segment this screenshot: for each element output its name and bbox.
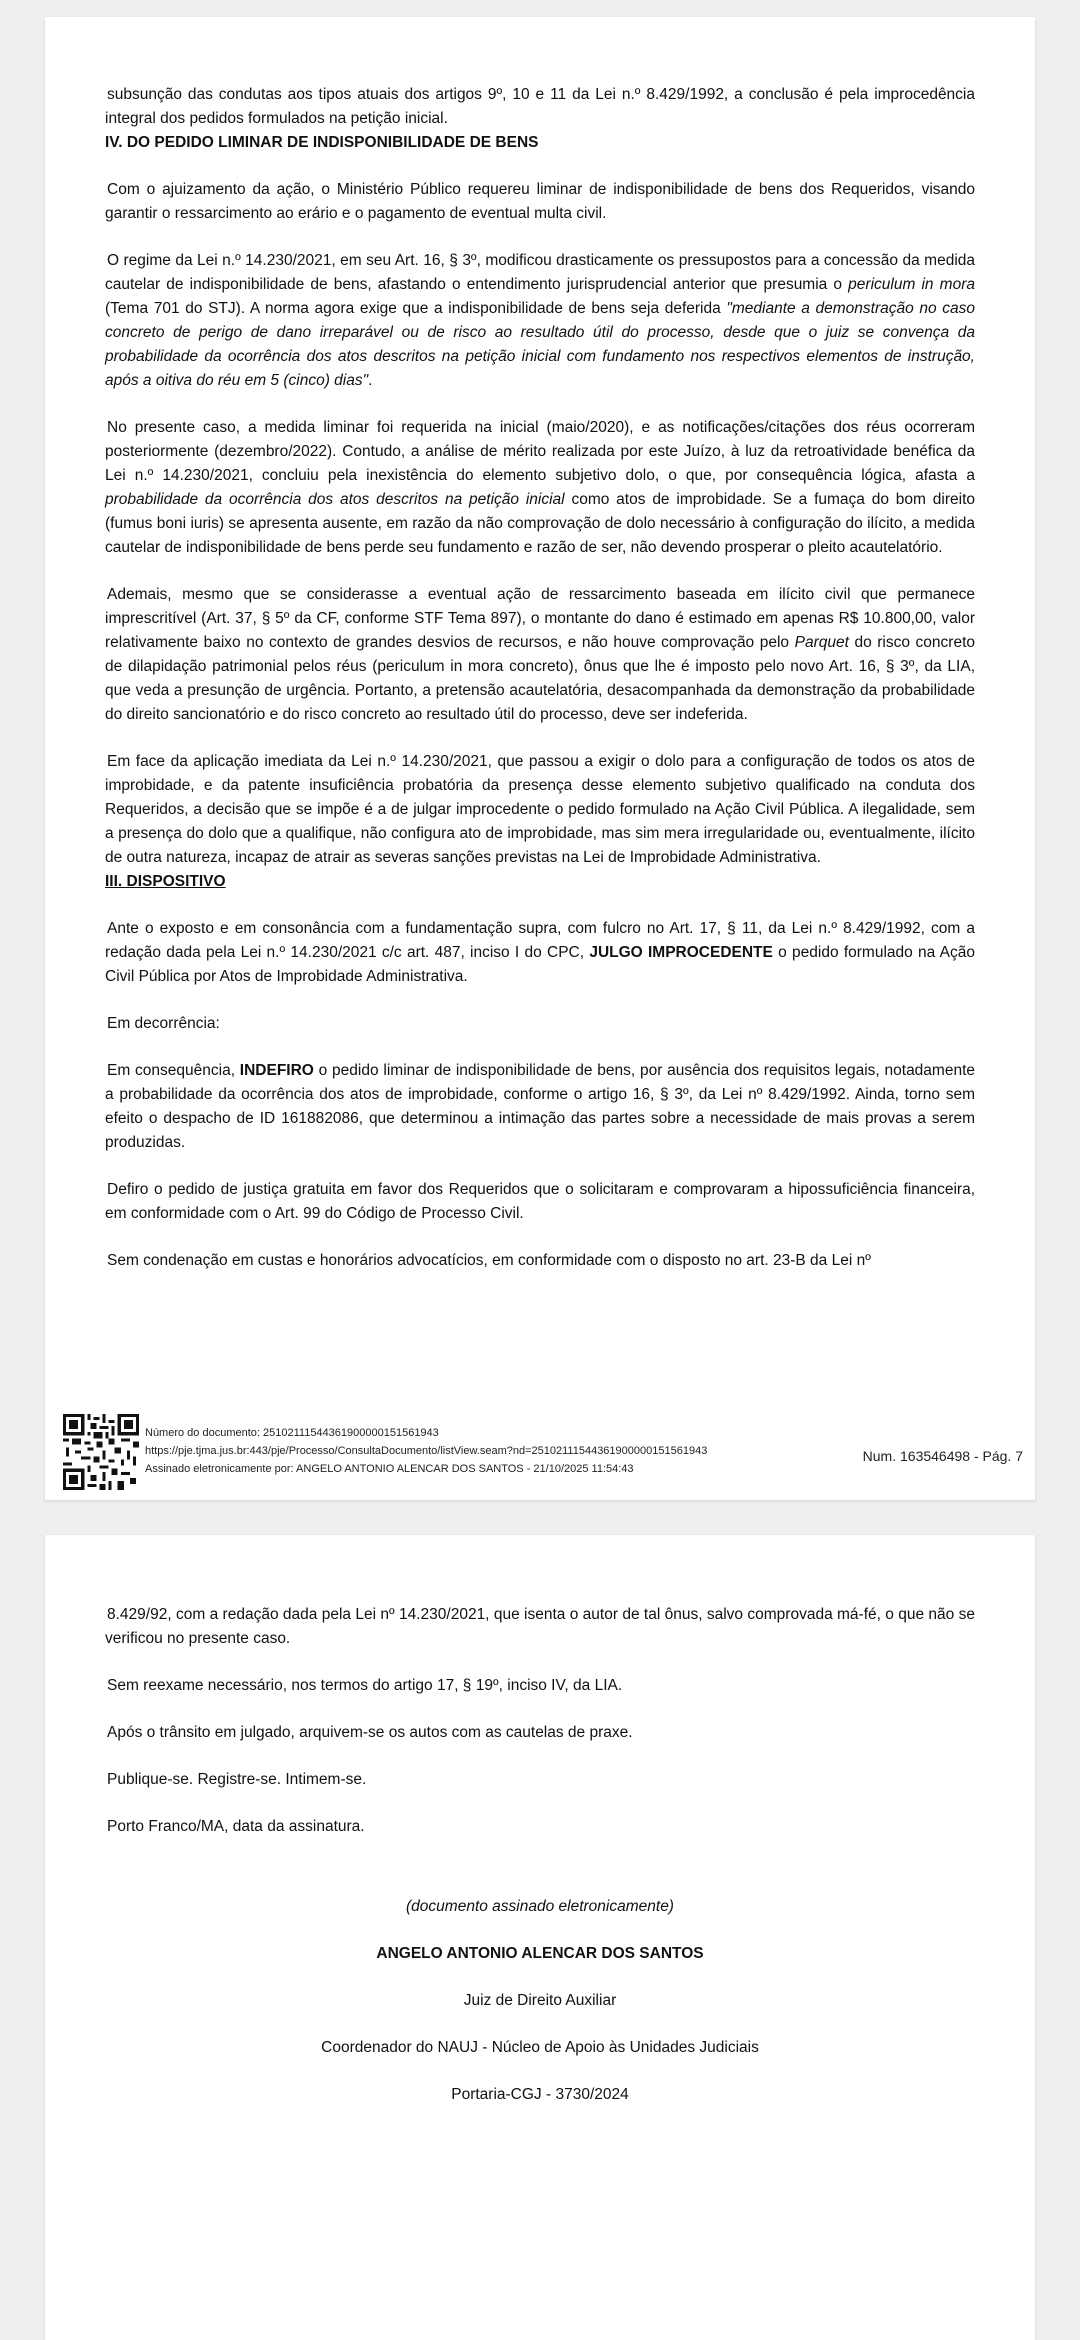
document-number: Número do documento: 25102111544361900000151561943 [145, 1427, 439, 1439]
signer-coordination: Coordenador do NAUJ - Núcleo de Apoio às Unidades Judiciais [321, 2039, 759, 2056]
page-body [105, 1603, 975, 2107]
paragraph: Porto Franco/MA, data da assinatura. [107, 1818, 365, 1835]
paragraph: Defiro o pedido de justiça gratuita em favor dos Requeridos que o solicitaram e comprovaram a hipossuficiência financeira, em conformidade com o Art. 99 do Código de Processo Civil. [105, 1181, 975, 1222]
document-page-8 [45, 1535, 1035, 2340]
signature-block [105, 1895, 975, 2107]
paragraph: Ademais, mesmo que se considerasse a eventual ação de ressarcimento baseada em ilícito civil que permanece imprescritível (Art. 37, § 5º da CF, conforme STF Tema 897), o montante do dano é estimado em apenas R$ 10.800,00, valor relativamente baixo no contexto de grandes desvios de recursos, e não houve comprovação pelo Parquet do risco concreto de dilapidação patrimonial pelos réus (periculum in mora concreto), ônus que lhe é imposto pelo novo Art. 16, § 3º, da LIA, que veda a presunção de urgência. Portanto, a pretensão acautelatória, desacompanhada da demonstração da probabilidade do direito sancionatório e do risco concreto ao resultado útil do processo, deve ser indeferida. [105, 586, 975, 723]
intro-paragraph: subsunção das condutas aos tipos atuais dos artigos 9º, 10 e 11 da Lei n.º 8.429/1992, a conclusão é pela improcedência integral dos pedidos formulados na petição inicial. [105, 86, 975, 127]
signer-portaria: Portaria-CGJ - 3730/2024 [451, 2086, 629, 2103]
paragraph: Após o trânsito em julgado, arquivem-se os autos com as cautelas de praxe. [107, 1724, 633, 1741]
page-body [105, 83, 975, 1273]
paragraph: Ante o exposto e em consonância com a fundamentação supra, com fulcro no Art. 17, § 11, da Lei n.º 8.429/1992, com a redação dada pela Lei n.º 14.230/2021 c/c art. 487, inciso I do CPC, JULGO IMPROCEDENTE o pedido formulado na Ação Civil Pública por Atos de Improbidade Administrativa. [105, 920, 976, 985]
paragraph: Sem condenação em custas e honorários advocatícios, em conformidade com o disposto no art. 23-B da Lei nº [107, 1252, 871, 1269]
paragraph: Com o ajuizamento da ação, o Ministério Público requereu liminar de indisponibilidade de bens dos Requeridos, visando garantir o ressarcimento ao erário e o pagamento de eventual multa civil. [105, 181, 975, 222]
paragraph: Em face da aplicação imediata da Lei n.º 14.230/2021, que passou a exigir o dolo para a configuração de todos os atos de improbidade, e da patente insuficiência probatória da presença desse elemento subjetivo qualificado na conduta dos Requeridos, a decisão que se impõe é a de julgar improcedente o pedido formulado na Ação Civil Pública. A ilegalidade, sem a presença do dolo que a qualifique, não configura ato de improbidade, mas sim mera irregularidade ou, eventualmente, ilícito de outra natureza, incapaz de atrair as severas sanções previstas na Lei de Improbidade Administrativa. [105, 753, 975, 866]
paragraph: No presente caso, a medida liminar foi requerida na inicial (maio/2020), e as notificações/citações dos réus ocorreram posteriormente (dezembro/2022). Contudo, a análise de mérito realizada por este Juízo, à luz da retroatividade benéfica da Lei n.º 14.230/2021, concluiu pela inexistência do elemento subjetivo dolo, o que, por consequência lógica, afasta a probabilidade da ocorrência dos atos descritos na petição inicial como atos de improbidade. Se a fumaça do bom direito (fumus boni iuris) se apresenta ausente, em razão da não comprovação de dolo necessário à configuração do ilícito, a medida cautelar de indisponibilidade de bens perde seu fundamento e razão de ser, não devendo prosperar o pleito acautelatório. [105, 419, 975, 556]
signer-name: ANGELO ANTONIO ALENCAR DOS SANTOS [376, 1945, 704, 1962]
document-url[interactable]: https://pje.tjma.jus.br:443/pje/Processo/ConsultaDocumento/listView.seam?nd=25102111544361900000151561943 [145, 1445, 708, 1457]
qr-code-icon [63, 1414, 139, 1490]
paragraph: Em consequência, INDEFIRO o pedido liminar de indisponibilidade de bens, por ausência dos requisitos legais, notadamente a probabilidade da ocorrência dos atos de improbidade, conforme o artigo 16, § 3º, da Lei nº 8.429/1992. Ainda, torno sem efeito o despacho de ID 161882086, que determinou a intimação das partes sobre a necessidade de mais provas a serem produzidas. [105, 1062, 976, 1151]
paragraph: Em decorrência: [107, 1015, 220, 1032]
signed-by: Assinado eletronicamente por: ANGELO ANTONIO ALENCAR DOS SANTOS - 21/10/2025 11:54:43 [145, 1463, 634, 1475]
paragraph: Sem reexame necessário, nos termos do artigo 17, § 19º, inciso IV, da LIA. [107, 1677, 623, 1694]
paragraph: 8.429/92, com a redação dada pela Lei nº 14.230/2021, que isenta o autor de tal ônus, salvo comprovada má-fé, o que não se verificou no presente caso. [105, 1606, 975, 1647]
document-footer [63, 1414, 1023, 1484]
signer-role: Juiz de Direito Auxiliar [463, 1992, 617, 2009]
section-heading-iii: III. DISPOSITIVO [105, 873, 226, 890]
signature-metadata [145, 1424, 707, 1478]
paragraph: Publique-se. Registre-se. Intimem-se. [107, 1771, 367, 1788]
signature-note: (documento assinado eletronicamente) [406, 1898, 674, 1915]
paragraph: O regime da Lei n.º 14.230/2021, em seu Art. 16, § 3º, modificou drasticamente os pressupostos para a concessão da medida cautelar de indisponibilidade de bens, afastando o entendimento jurisprudencial anterior que presumia o periculum in mora (Tema 701 do STJ). A norma agora exige que a indisponibilidade de bens seja deferida "mediante a demonstração no caso concreto de perigo de dano irreparável ou de risco ao resultado útil do processo, desde que o juiz se convença da probabilidade da ocorrência dos atos descritos na petição inicial com fundamento nos respectivos elementos de instrução, após a oitiva do réu em 5 (cinco) dias". [105, 252, 975, 389]
document-page-7 [45, 17, 1035, 1500]
page-number: Num. 163546498 - Pág. 7 [862, 1448, 1023, 1464]
section-heading-iv: IV. DO PEDIDO LIMINAR DE INDISPONIBILIDADE DE BENS [105, 134, 539, 151]
